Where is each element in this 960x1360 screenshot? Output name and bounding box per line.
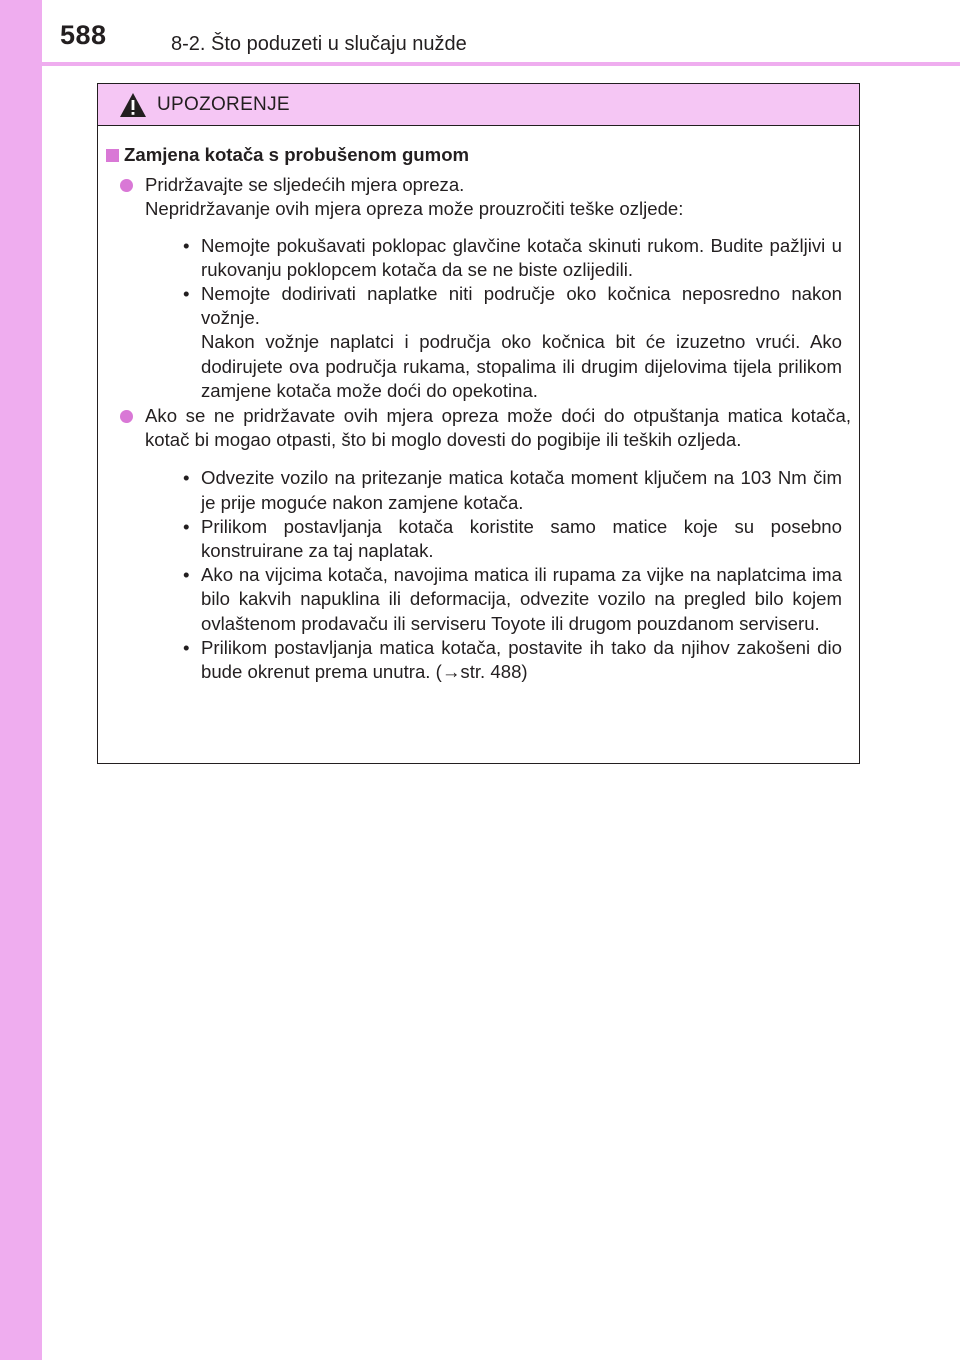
list-item-text: Odvezite vozilo na pritezanje matica kotača moment ključem na 103 Nm čim je prije moguće nakon zamjene kotača. bbox=[201, 467, 842, 513]
bullet-list bbox=[145, 234, 851, 403]
square-bullet-icon bbox=[106, 149, 119, 162]
list-item bbox=[173, 636, 851, 684]
bullet-glyph: • bbox=[183, 515, 190, 537]
warning-subheading bbox=[106, 143, 851, 167]
precaution-item bbox=[106, 173, 851, 403]
warning-box bbox=[97, 83, 860, 764]
side-tab-strip bbox=[0, 0, 42, 1360]
list-item-text: Nemojte dodirivati naplatke niti područje oko kočnica neposredno nakon vožnje. bbox=[201, 283, 842, 329]
list-item-text: Prilikom postavljanja matica kotača, postavite ih tako da njihov zakošeni dio bude okrenut prema unutra. (→str. 488) bbox=[201, 636, 842, 683]
list-item bbox=[173, 563, 851, 636]
precaution-item bbox=[106, 404, 851, 684]
list-item-text: Nakon vožnje naplatci i područja oko kočnica bit će izuzetno vrući. Ako dodirujete ova područja rukama, stopalima ili drugim dijelovima tijela prilikom zamjene kotača može doći do opekotina. bbox=[201, 331, 842, 401]
bullet-list bbox=[145, 466, 851, 684]
circle-bullet-icon bbox=[120, 410, 133, 423]
bullet-glyph: • bbox=[183, 283, 190, 305]
warning-title: UPOZORENJE bbox=[157, 93, 290, 115]
bullet-glyph: • bbox=[183, 636, 190, 658]
paragraph: Nepridržavanje ovih mjera opreza može prouzročiti teške ozljede: bbox=[145, 198, 684, 220]
list-item bbox=[173, 515, 851, 563]
warning-content bbox=[98, 126, 859, 684]
list-item-text: Prilikom postavljanja kotača koristite samo matice koje su posebno konstruirane za taj naplatak. bbox=[201, 515, 842, 562]
list-item bbox=[173, 466, 851, 514]
warning-triangle-icon bbox=[119, 92, 147, 118]
bullet-glyph: • bbox=[183, 234, 190, 256]
subheading-text: Zamjena kotača s probušenom gumom bbox=[124, 144, 470, 165]
page-number: 588 bbox=[60, 20, 107, 50]
bullet-glyph: • bbox=[183, 467, 190, 489]
circle-bullet-icon bbox=[120, 179, 133, 192]
section-title: 8-2. Što poduzeti u slučaju nužde bbox=[171, 33, 467, 55]
list-item bbox=[173, 234, 851, 282]
list-item-text: Ako na vijcima kotača, navojima matica ili rupama za vijke na naplatcima ima bilo kakvih napuklina ili deformacija, odvezite vozilo na pregled bilo kojem ovlaštenom prodavaču ili serviseru Toyote ili drugom pouzdanom serviseru. bbox=[201, 564, 842, 634]
list-item-text: Nemojte pokušavati poklopac glavčine kotača skinuti rukom. Budite pažljivi u rukovanju poklopcem kotača da se ne biste ozlijedili. bbox=[201, 234, 842, 280]
list-item bbox=[173, 282, 851, 403]
paragraph: Ako se ne pridržavate ovih mjera opreza može doći do otpuštanja matica kotača, kotač bi mogao otpasti, što bi moglo dovesti do pogibije ili teških ozljeda. bbox=[145, 405, 851, 451]
bullet-glyph: • bbox=[183, 564, 190, 586]
warning-header bbox=[98, 84, 859, 126]
paragraph: Pridržavajte se sljedećih mjera opreza. bbox=[145, 174, 465, 196]
